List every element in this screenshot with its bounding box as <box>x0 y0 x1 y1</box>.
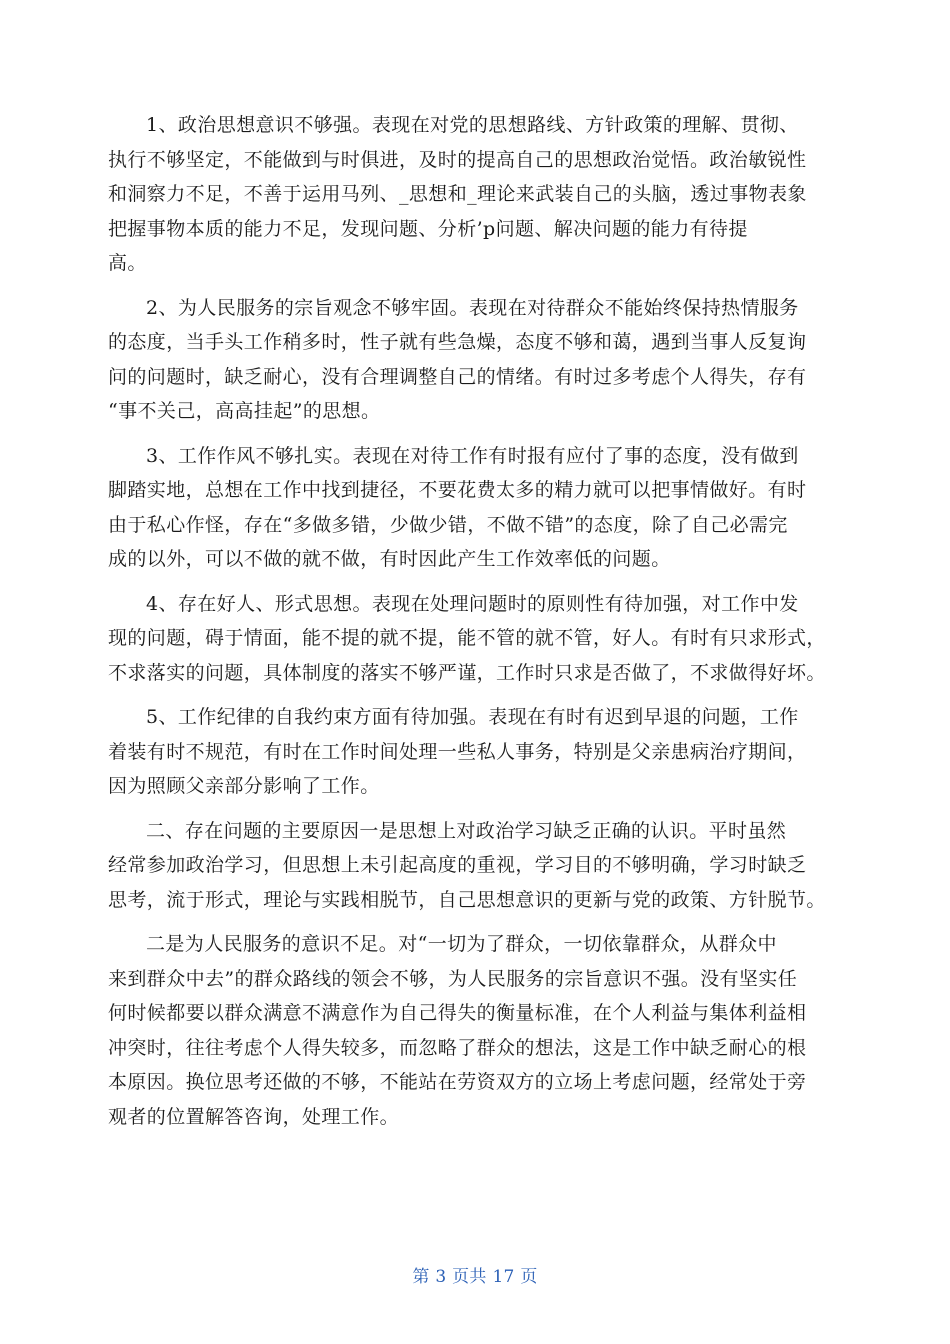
text-line: 5、工作纪律的自我约束方面有待加强。表现在有时有迟到早退的问题，工作 <box>146 706 799 728</box>
text-line: 着装有时不规范，有时在工作时间处理一些私人事务，特别是父亲患病治疗期间， <box>108 740 807 763</box>
text-line: 来到群众中去”的群众路线的领会不够，为人民服务的宗旨意识不强。没有坚实任 <box>108 967 798 990</box>
paragraph-5 <box>108 700 848 804</box>
paragraph-3 <box>108 439 848 577</box>
text-line: 1、政治思想意识不够强。表现在对党的思想路线、方针政策的理解、贯彻、 <box>146 114 799 136</box>
paragraph-7 <box>108 927 848 1134</box>
text-line: 4、存在好人、形式思想。表现在处理问题时的原则性有待加强，对工作中发 <box>146 592 799 615</box>
text-line: 经常参加政治学习，但思想上未引起高度的重视，学习目的不够明确，学习时缺乏 <box>108 854 807 876</box>
text-line: 不求落实的问题，具体制度的落实不够严谨，工作时只求是否做了，不求做得好坏。 <box>108 661 826 684</box>
paragraph-2 <box>108 291 848 429</box>
text-line: 因为照顾父亲部分影响了工作。 <box>108 775 380 797</box>
document-body <box>108 108 848 1144</box>
text-line: 冲突时，往往考虑个人得失较多，而忽略了群众的想法，这是工作中缺乏耐心的根 <box>108 1036 807 1059</box>
text-line: 脚踏实地，总想在工作中找到捷径，不要花费太多的精力就可以把事情做好。有时 <box>108 479 807 501</box>
paragraph-4 <box>108 587 848 691</box>
paragraph-6 <box>108 814 848 918</box>
paragraph-1 <box>108 108 848 281</box>
page-number-footer: 第 3 页共 17 页 <box>412 1267 538 1287</box>
text-line: 由于私心作怪，存在“多做多错，少做少错，不做不错”的态度，除了自己必需完 <box>108 513 788 536</box>
text-line: “事不关己，高高挂起”的思想。 <box>108 400 381 422</box>
text-line: 和洞察力不足，不善于运用马列、_思想和_理论来武装自己的头脑，透过事物表象 <box>108 183 807 205</box>
text-line: 何时候都要以群众满意不满意作为自己得失的衡量标准，在个人利益与集体利益相 <box>108 1002 807 1024</box>
text-line: 观者的位置解答咨询，处理工作。 <box>108 1105 400 1128</box>
text-line: 本原因。换位思考还做的不够，不能站在劳资双方的立场上考虑问题，经常处于旁 <box>108 1071 807 1093</box>
text-line: 执行不够坚定，不能做到与时俱进，及时的提高自己的思想政治觉悟。政治敏锐性 <box>108 148 807 171</box>
text-line: 成的以外，可以不做的就不做，有时因此产生工作效率低的问题。 <box>108 548 671 570</box>
text-line: 问的问题时，缺乏耐心，没有合理调整自己的情绪。有时过多考虑个人得失，存有 <box>108 365 807 388</box>
text-line: 2、为人民服务的宗旨观念不够牢固。表现在对待群众不能始终保持热情服务 <box>146 296 799 319</box>
text-line: 二、存在问题的主要原因一是思想上对政治学习缺乏正确的认识。平时虽然 <box>146 819 787 842</box>
text-line: 现的问题，碍于情面，能不提的就不提，能不管的就不管，好人。有时有只求形式， <box>108 627 826 649</box>
text-line: 高。 <box>108 252 147 274</box>
text-line: 思考，流于形式，理论与实践相脱节，自己思想意识的更新与党的政策、方针脱节。 <box>108 888 826 911</box>
text-line: 把握事物本质的能力不足，发现问题、分析’p问题、解决问题的能力有待提 <box>108 217 748 240</box>
text-line: 3、工作作风不够扎实。表现在对待工作有时报有应付了事的态度，没有做到 <box>146 444 799 467</box>
text-line: 二是为人民服务的意识不足。对“一切为了群众，一切依靠群众，从群众中 <box>146 933 777 955</box>
text-line: 的态度，当手头工作稍多时，性子就有些急燥，态度不够和蔼，遇到当事人反复询 <box>108 331 807 353</box>
